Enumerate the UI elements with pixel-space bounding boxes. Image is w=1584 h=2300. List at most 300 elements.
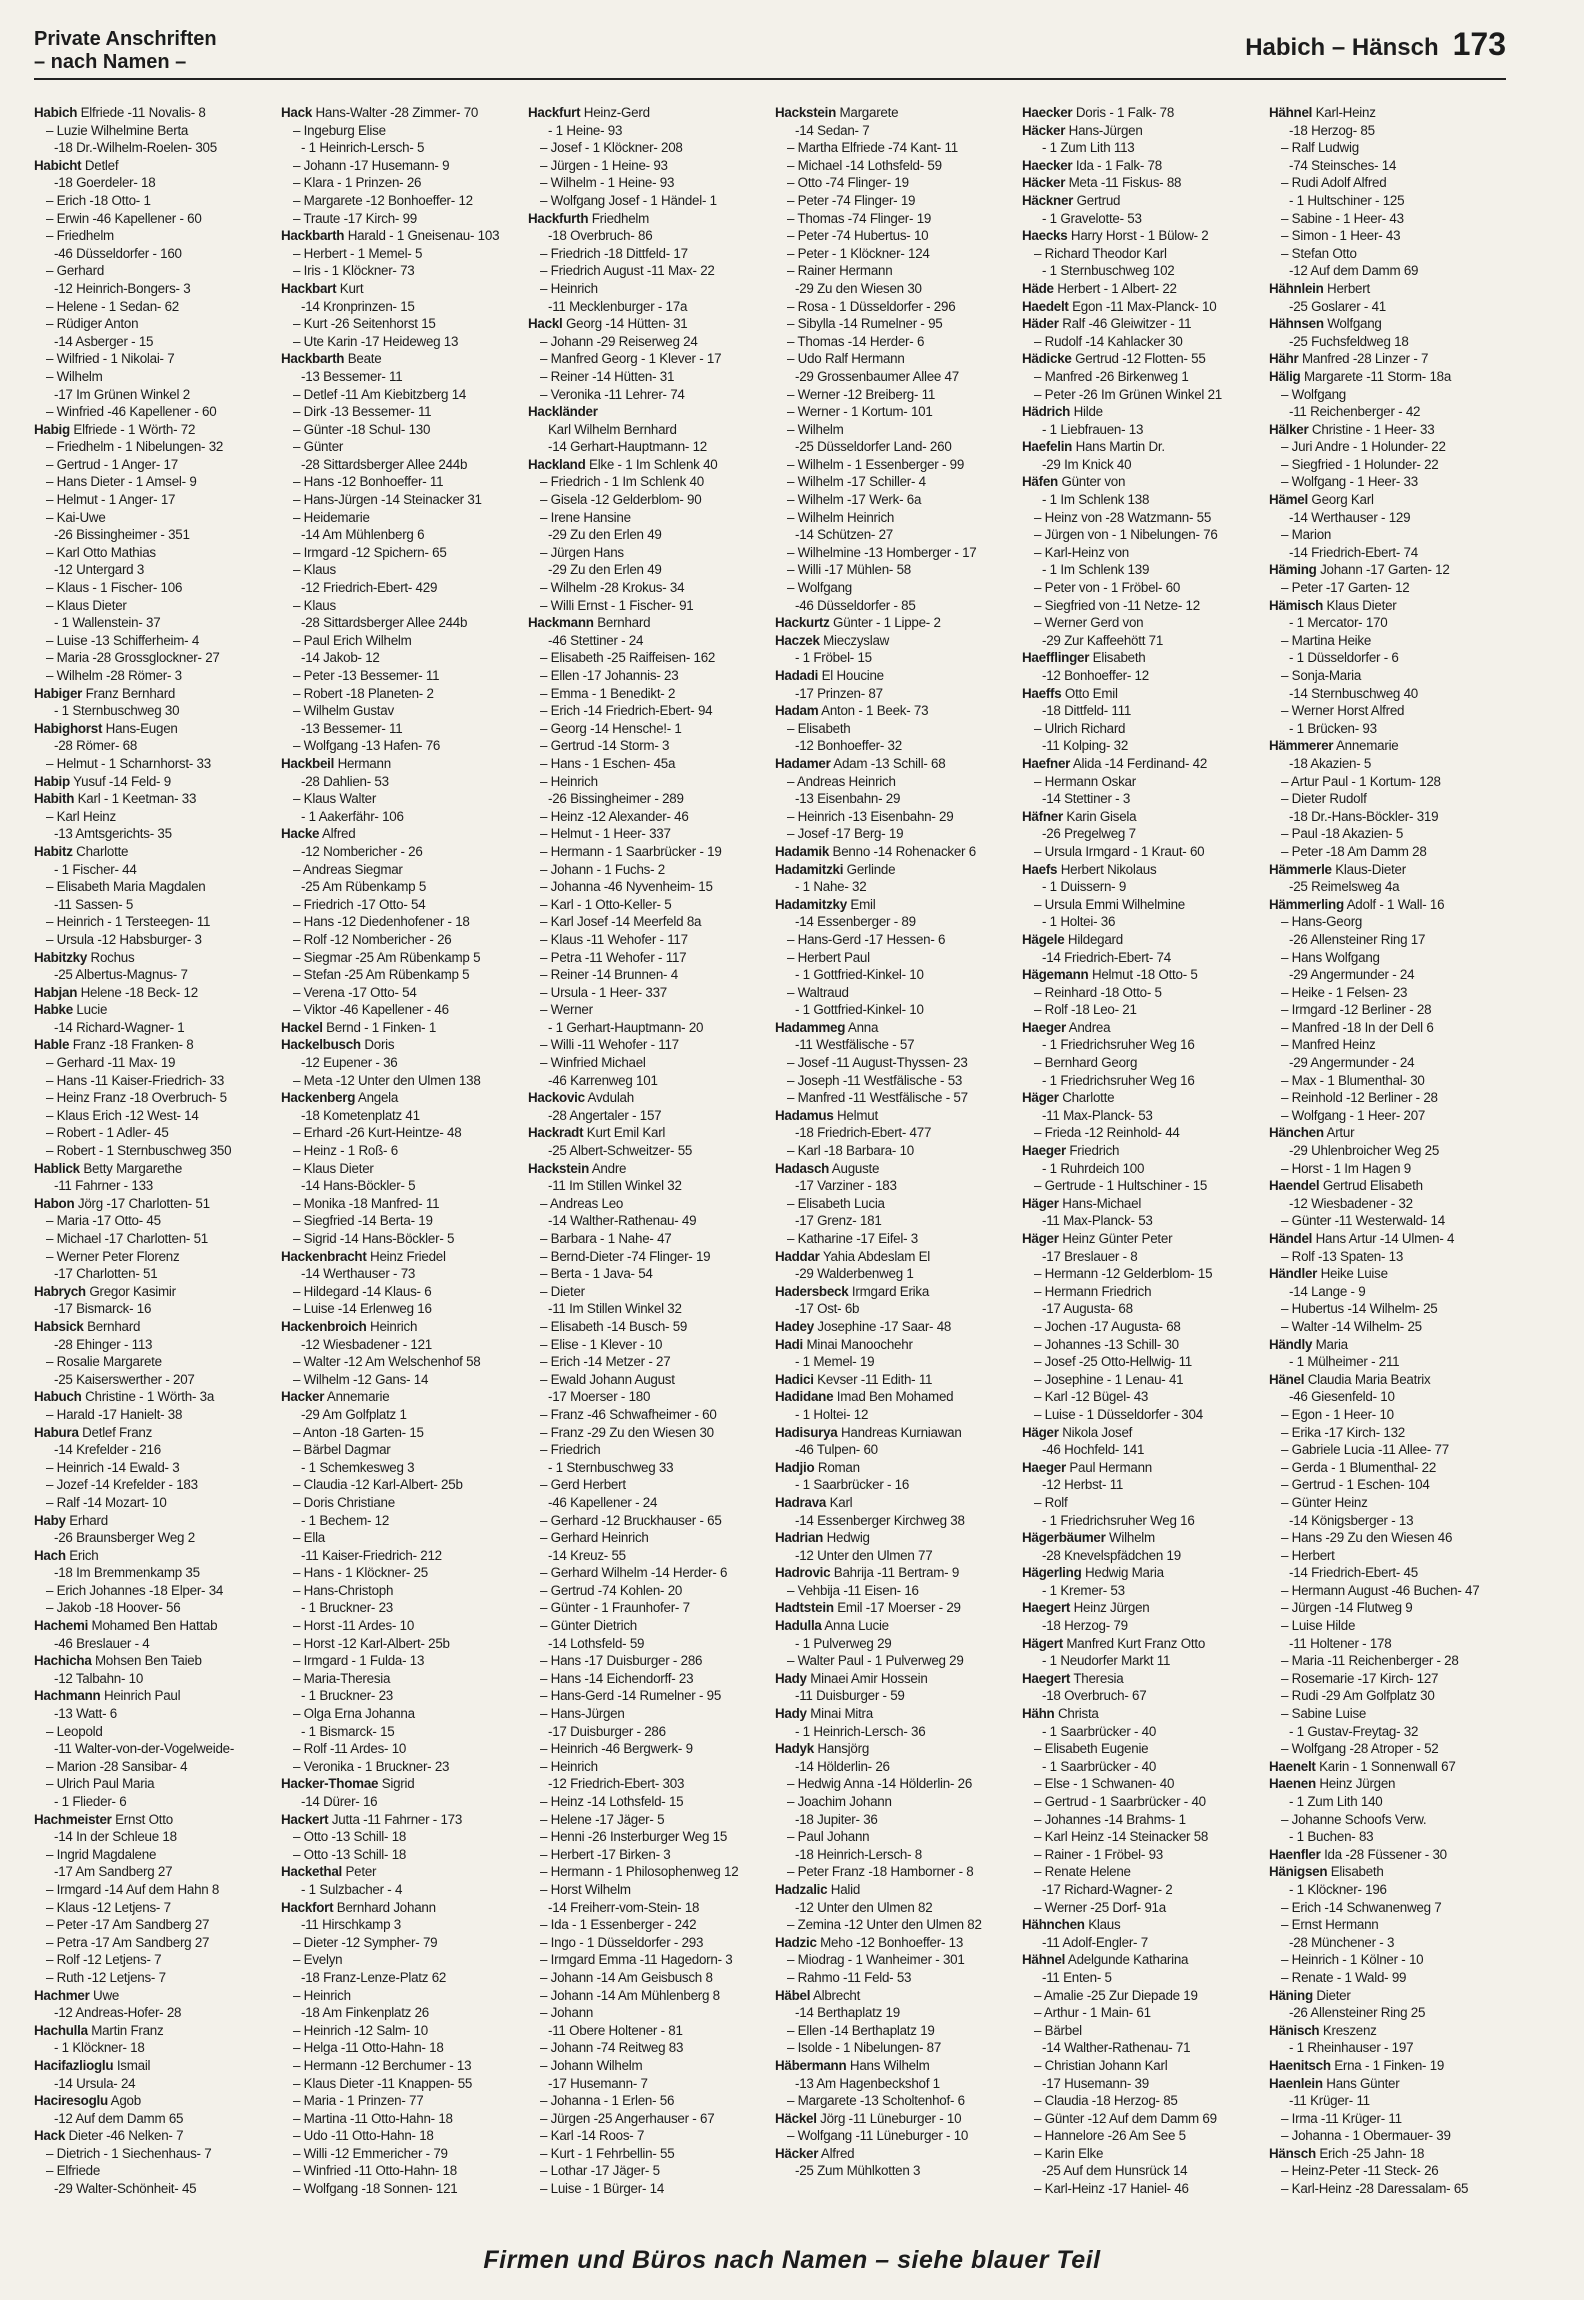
entry-details: -14 Krefelder - 216	[54, 1442, 161, 1458]
directory-entry-continuation	[281, 386, 518, 404]
entry-details: – Paul Johann	[787, 1829, 870, 1845]
directory-entry-continuation	[34, 1705, 271, 1723]
directory-entry-continuation	[34, 737, 271, 755]
entry-details: – Ingo - 1 Düsseldorfer - 293	[540, 1934, 704, 1950]
directory-entry-continuation	[1269, 1406, 1506, 1424]
entry-details: – Irmgard - 1 Fulda- 13	[293, 1653, 425, 1669]
entry-surname: Haby	[34, 1512, 66, 1528]
entry-details: -18 Kometenplatz 41	[301, 1107, 420, 1123]
directory-entry-continuation	[1022, 2127, 1259, 2145]
directory-entry-continuation	[528, 1283, 765, 1301]
directory-entry-continuation	[281, 896, 518, 914]
entry-details: -25 Reimelsweg 4a	[1289, 879, 1400, 895]
directory-entry-continuation	[34, 1635, 271, 1653]
entry-details: – Heinz -14 Lothsfeld- 15	[540, 1794, 684, 1809]
directory-entry-continuation	[1022, 1758, 1259, 1776]
entry-details: Irmgard Erika	[848, 1283, 930, 1299]
directory-entry-continuation	[1269, 843, 1506, 861]
entry-surname: Häger	[1022, 1090, 1059, 1106]
directory-entry-continuation	[528, 1230, 765, 1248]
directory-entry-continuation	[281, 2039, 518, 2057]
entry-details: – Vehbija -11 Eisen- 16	[787, 1582, 919, 1598]
directory-entry	[528, 210, 765, 228]
page-header-right	[1245, 28, 1506, 62]
entry-details: – Heinz Franz -18 Overbruch- 5	[46, 1090, 227, 1106]
directory-entry-continuation	[34, 2145, 271, 2163]
directory-entry-continuation	[775, 315, 1012, 333]
directory-entry-continuation	[34, 526, 271, 544]
entry-details: Wolfgang	[1323, 316, 1382, 332]
directory-entry	[1269, 1863, 1506, 1881]
entry-details: – Erhard -26 Kurt-Heintze- 48	[293, 1125, 462, 1141]
directory-entry-continuation	[775, 773, 1012, 791]
entry-details: - 1 Friedrichsruher Weg 16	[1042, 1072, 1195, 1088]
entry-details: -12 Herbst- 11	[1042, 1477, 1124, 1493]
directory-entry-continuation	[528, 1687, 765, 1705]
entry-details: -11 Hirschkamp 3	[301, 1917, 401, 1933]
entry-details: Ida - 1 Falk- 78	[1072, 157, 1162, 173]
directory-entry	[1269, 2022, 1506, 2040]
entry-details: - 1 Zum Lith 113	[1042, 140, 1135, 156]
directory-entry-continuation	[528, 579, 765, 597]
directory-entry-continuation	[528, 1459, 765, 1477]
entry-details: -46 Stettiner - 24	[548, 632, 644, 648]
entry-details: - 1 Mercator- 170	[1289, 615, 1388, 631]
directory-entry-continuation	[775, 1300, 1012, 1318]
entry-details: - 1 Friedrichsruher Weg 16	[1042, 1037, 1195, 1053]
directory-entry-continuation	[1022, 262, 1259, 280]
entry-surname: Habich	[34, 105, 78, 120]
directory-entry-continuation	[528, 1476, 765, 1494]
entry-details: – Josef -25 Otto-Hellwig- 11	[1034, 1354, 1192, 1370]
entry-details: – Horst -12 Karl-Albert- 25b	[293, 1635, 450, 1651]
entry-details: Annemarie	[324, 1389, 390, 1405]
entry-details: Imad Ben Mohamed	[833, 1389, 954, 1405]
directory-entry-continuation	[528, 667, 765, 685]
directory-entry-continuation	[1269, 1283, 1506, 1301]
entry-details: Gregor Kasimir	[85, 1283, 176, 1299]
directory-entry-continuation	[1022, 456, 1259, 474]
entry-surname: Hady	[775, 1670, 807, 1686]
entry-details: – Jürgen Hans	[540, 544, 624, 560]
entry-details: - 1 Wallenstein- 37	[54, 615, 161, 631]
directory-entry-continuation	[1269, 1195, 1506, 1213]
entry-details: -18 Im Bremmenkamp 35	[54, 1565, 200, 1581]
directory-entry-continuation	[1269, 210, 1506, 228]
entry-details: – Wolfgang - 1 Heer- 207	[1281, 1107, 1426, 1123]
entry-details: – Willi -17 Mühlen- 58	[787, 562, 911, 578]
entry-details: Adelgunde Katharina	[1065, 1952, 1189, 1968]
entry-details: – Renate Helene	[1034, 1864, 1131, 1880]
directory-entry-continuation	[1269, 1969, 1506, 1987]
directory-entry	[281, 1089, 518, 1107]
entry-details: – Zemina -12 Unter den Ulmen 82	[787, 1917, 982, 1933]
entry-details: - 1 Nahe- 32	[795, 879, 867, 895]
directory-entry	[34, 685, 271, 703]
directory-entry-continuation	[528, 1406, 765, 1424]
entry-details: – Karl-Heinz von	[1034, 544, 1129, 560]
directory-entry-continuation	[1269, 245, 1506, 263]
entry-details: – Heinrich	[540, 280, 598, 296]
directory-entry-continuation	[34, 192, 271, 210]
directory-entry-continuation	[281, 685, 518, 703]
directory-entry	[775, 861, 1012, 879]
directory-entry-continuation	[528, 122, 765, 140]
entry-details: Hildegard	[1064, 931, 1123, 947]
entry-details: Alida -14 Ferdinand- 42	[1070, 755, 1208, 771]
directory-entry-continuation	[281, 1617, 518, 1635]
entry-details: -17 Im Grünen Winkel 2	[54, 386, 190, 402]
directory-entry-continuation	[528, 1828, 765, 1846]
entry-surname: Häger	[1022, 1231, 1059, 1246]
directory-entry	[34, 2022, 271, 2040]
page-header	[34, 28, 1506, 78]
directory-entry-continuation	[1022, 368, 1259, 386]
directory-entry-continuation	[281, 667, 518, 685]
directory-entry-continuation	[1269, 773, 1506, 791]
directory-entry-continuation	[34, 2004, 271, 2022]
directory-entry-continuation	[34, 1863, 271, 1881]
entry-details: -14 Walther-Rathenau- 49	[548, 1213, 697, 1229]
entry-details: - 1 Neudorfer Markt 11	[1042, 1653, 1171, 1669]
directory-entry-continuation	[34, 2180, 271, 2198]
entry-details: -29 Im Knick 40	[1042, 456, 1132, 472]
entry-surname: Hackenberg	[281, 1090, 356, 1106]
directory-entry-continuation	[528, 1212, 765, 1230]
directory-entry-continuation	[1269, 2162, 1506, 2180]
entry-details: Minai Manoochehr	[803, 1336, 913, 1352]
entry-details: – Karl -12 Bügel- 43	[1034, 1389, 1149, 1405]
entry-details: -18 Franz-Lenze-Platz 62	[301, 1969, 447, 1985]
directory-entry-continuation	[281, 139, 518, 157]
directory-entry-continuation	[1269, 579, 1506, 597]
entry-details: – Peter -18 Am Damm 28	[1281, 843, 1427, 859]
entry-details: -14 Schützen- 27	[795, 527, 893, 543]
entry-details: – Helmut - 1 Scharnhorst- 33	[46, 755, 211, 771]
entry-details: Dieter -46 Nelken- 7	[65, 2128, 184, 2144]
directory-entry-continuation	[34, 1775, 271, 1793]
directory-entry-continuation	[1022, 1775, 1259, 1793]
directory-entry-continuation	[1269, 1582, 1506, 1600]
directory-entry-continuation	[1269, 227, 1506, 245]
entry-surname: Händel	[1269, 1231, 1313, 1246]
directory-entry-continuation	[34, 139, 271, 157]
directory-entry	[1269, 491, 1506, 509]
entry-surname: Hähn	[1022, 1706, 1055, 1722]
entry-details: – Jakob -18 Hoover- 56	[46, 1600, 181, 1616]
entry-details: -17 Bismarck- 16	[54, 1301, 152, 1317]
entry-surname: Häning	[1269, 1987, 1313, 2003]
entry-surname: Hämel	[1269, 492, 1308, 508]
directory-entry	[1269, 2057, 1506, 2075]
directory-entry-continuation	[528, 773, 765, 791]
directory-entry-continuation	[1022, 2092, 1259, 2110]
entry-surname: Habig	[34, 421, 70, 437]
directory-entry-continuation	[775, 298, 1012, 316]
directory-entry-continuation	[775, 720, 1012, 738]
directory-entry-continuation	[528, 737, 765, 755]
directory-entry-continuation	[281, 1142, 518, 1160]
directory-entry-continuation	[1269, 2127, 1506, 2145]
entry-details: – Heinrich	[540, 1758, 598, 1774]
entry-details: -46 Karrenweg 101	[548, 1072, 658, 1088]
directory-entry-continuation	[528, 1494, 765, 1512]
entry-details: -28 Knevelspfädchen 19	[1042, 1547, 1181, 1563]
directory-entry-continuation	[775, 368, 1012, 386]
entry-details: – Joseph -11 Westfälische - 53	[787, 1072, 963, 1088]
directory-entry-continuation	[281, 1124, 518, 1142]
directory-entry-continuation	[528, 1248, 765, 1266]
directory-entry	[1022, 157, 1259, 175]
directory-entry	[1022, 350, 1259, 368]
directory-entry	[775, 1019, 1012, 1037]
entry-details: Detlef	[81, 157, 119, 173]
entry-details: – Ralf Ludwig	[1281, 140, 1359, 156]
entry-details: -13 Amtsgerichts- 35	[54, 826, 172, 842]
directory-entry-continuation	[775, 2075, 1012, 2093]
directory-entry-continuation	[528, 227, 765, 245]
entry-details: – Rolf -12 Letjens- 7	[46, 1952, 162, 1968]
directory-entry-continuation	[775, 526, 1012, 544]
entry-details: – Johann -14 Am Mühlenberg 8	[540, 1987, 720, 2003]
directory-entry-continuation	[34, 1916, 271, 1934]
entry-details: - 1 Saarbrücker - 16	[795, 1477, 910, 1493]
directory-entry-continuation	[281, 808, 518, 826]
directory-entry	[1022, 861, 1259, 879]
entry-details: – Heinrich -12 Salm- 10	[293, 2022, 428, 2038]
entry-details: – Ursula Irmgard - 1 Kraut- 60	[1034, 843, 1205, 859]
entry-details: – Winfried -11 Otto-Hahn- 18	[293, 2163, 457, 2179]
entry-details: – Wilhelm	[46, 368, 103, 384]
entry-surname: Habip	[34, 773, 70, 789]
entry-surname: Haecker	[1022, 105, 1073, 120]
entry-details: – Hans-Christoph	[293, 1582, 394, 1598]
entry-details: – Rahmo -11 Feld- 53	[787, 1969, 912, 1985]
directory-entry-continuation	[281, 1353, 518, 1371]
directory-entry-continuation	[775, 245, 1012, 263]
directory-entry-continuation	[281, 632, 518, 650]
entry-details: – Dieter Rudolf	[1281, 791, 1367, 807]
directory-entry-continuation	[281, 157, 518, 175]
entry-details: -12 Wiesbadener - 121	[301, 1336, 432, 1352]
directory-entry-continuation	[528, 1951, 765, 1969]
directory-entry-continuation	[528, 1195, 765, 1213]
entry-details: – Dieter -12 Sympher- 79	[293, 1934, 438, 1950]
entry-details: -12 Unter den Ulmen 77	[795, 1547, 933, 1563]
entry-details: – Luise - 1 Bürger- 14	[540, 2181, 665, 2197]
directory-entry	[1269, 315, 1506, 333]
entry-details: – Thomas -14 Herder- 6	[787, 333, 925, 349]
directory-entry-continuation	[528, 913, 765, 931]
entry-surname: Habjan	[34, 984, 78, 1000]
entry-details: Gertrud	[1073, 192, 1121, 208]
directory-entry-continuation	[1022, 1406, 1259, 1424]
entry-details: – Luise -14 Erlenweg 16	[293, 1301, 432, 1317]
directory-entry-continuation	[281, 1547, 518, 1565]
entry-details: -17 Moerser - 180	[548, 1389, 651, 1405]
entry-details: – Arthur - 1 Main- 61	[1034, 2005, 1151, 2021]
directory-entry	[1022, 1424, 1259, 1442]
directory-entry	[34, 1987, 271, 2005]
entry-details: – Heinrich	[293, 1987, 351, 2003]
entry-details: – Manfred Heinz	[1281, 1037, 1376, 1053]
entry-details: Kevser -11 Edith- 11	[813, 1371, 933, 1387]
entry-details: -18 Overbruch- 67	[1042, 1688, 1147, 1704]
entry-details: - 1 Klöckner- 18	[54, 2040, 145, 2056]
directory-entry-continuation	[1022, 1283, 1259, 1301]
entry-details: Margarete -11 Storm- 18a	[1300, 368, 1452, 384]
entry-details: Martin Franz	[87, 2022, 164, 2038]
directory-entry-continuation	[281, 2022, 518, 2040]
directory-entry-continuation	[281, 2145, 518, 2163]
entry-surname: Habighorst	[34, 720, 103, 736]
directory-entry-continuation	[775, 913, 1012, 931]
entry-details: – Johann -29 Reiserweg 24	[540, 333, 698, 349]
entry-details: – Wilfried - 1 Nikolai- 7	[46, 351, 175, 367]
directory-entry-continuation	[775, 579, 1012, 597]
directory-entry	[34, 421, 271, 439]
entry-details: -18 Dr.-Hans-Böckler- 319	[1289, 808, 1439, 824]
entry-details: -12 Talbahn- 10	[54, 1670, 144, 1686]
directory-entry-continuation	[775, 825, 1012, 843]
directory-entry-continuation	[34, 245, 271, 263]
directory-entry-continuation	[1269, 456, 1506, 474]
entry-details: -29 Walderbenweg 1	[795, 1266, 914, 1282]
directory-entry-continuation	[1269, 2092, 1506, 2110]
entry-details: – Stefan -25 Am Rübenkamp 5	[293, 967, 470, 983]
directory-entry-continuation	[528, 1881, 765, 1899]
directory-entry	[1022, 1916, 1259, 1934]
entry-details: Emil -17 Moerser - 29	[833, 1600, 961, 1616]
directory-entry	[34, 1687, 271, 1705]
directory-entry-continuation	[528, 1388, 765, 1406]
entry-surname: Häbermann	[775, 2057, 847, 2073]
entry-details: – Jürgen - 1 Heine- 93	[540, 157, 668, 173]
directory-entry-continuation	[1022, 2057, 1259, 2075]
directory-entry-continuation	[528, 1142, 765, 1160]
entry-details: Elfriede -11 Novalis- 8	[77, 105, 206, 120]
entry-details: – Erich -14 Schwanenweg 7	[1281, 1899, 1442, 1915]
directory-entry-continuation	[281, 1758, 518, 1776]
entry-details: – Rolf -12 Nombericher - 26	[293, 931, 452, 947]
directory-entry-continuation	[775, 1036, 1012, 1054]
entry-surname: Habke	[34, 1002, 73, 1018]
directory-entry-continuation	[1022, 1687, 1259, 1705]
entry-details: – Rudi Adolf Alfred	[1281, 175, 1387, 191]
entry-details: – Johann Wilhelm	[540, 2057, 643, 2073]
entry-details: – Josef -17 Berg- 19	[787, 826, 904, 842]
entry-details: – Andreas Heinrich	[787, 773, 896, 789]
entry-details: – Walter Paul - 1 Pulverweg 29	[787, 1653, 964, 1669]
entry-details: – Peter -17 Am Sandberg 27	[46, 1917, 210, 1933]
directory-entry	[528, 456, 765, 474]
directory-entry-continuation	[528, 526, 765, 544]
entry-details: -29 Angermunder - 24	[1289, 967, 1415, 983]
directory-entry-continuation	[1022, 1617, 1259, 1635]
entry-details: Heinz Jürgen	[1315, 1776, 1396, 1792]
directory-entry	[775, 755, 1012, 773]
entry-details: Hedwig Maria	[1081, 1565, 1164, 1581]
entry-surname: Hadasch	[775, 1160, 830, 1176]
directory-entry	[1022, 1670, 1259, 1688]
directory-entry-continuation	[528, 280, 765, 298]
directory-entry	[1269, 1846, 1506, 1864]
entry-details: -12 Friedrich-Ebert- 429	[301, 580, 438, 596]
entry-surname: Hacker-Thomae	[281, 1776, 379, 1792]
directory-entry	[281, 1248, 518, 1266]
entry-details: – Erika -17 Kirch- 132	[1281, 1424, 1405, 1440]
entry-details: Meho -12 Bonhoeffer- 13	[816, 1934, 964, 1950]
entry-surname: Hälig	[1269, 368, 1301, 384]
page-number: 173	[1452, 26, 1506, 62]
directory-entry	[1022, 280, 1259, 298]
entry-details: Wilhelm	[1105, 1530, 1155, 1546]
directory-entry-continuation	[775, 544, 1012, 562]
entry-details: -14 Hölderlin- 26	[795, 1758, 890, 1774]
entry-details: Claudia Maria Beatrix	[1304, 1371, 1431, 1387]
entry-details: – Luise - 1 Düsseldorfer - 304	[1034, 1406, 1203, 1422]
entry-details: -17 Ost- 6b	[795, 1301, 860, 1317]
entry-details: -11 Kolping- 32	[1042, 738, 1129, 754]
entry-surname: Hähnlein	[1269, 280, 1324, 296]
entry-details: – Gertrud -74 Kohlen- 20	[540, 1582, 683, 1598]
directory-entry-continuation	[1022, 1582, 1259, 1600]
entry-details: – Heinz - 1 Roß- 6	[293, 1143, 398, 1159]
entry-surname: Haegert	[1022, 1670, 1071, 1686]
directory-entry-continuation	[1022, 245, 1259, 263]
directory-entry-continuation	[528, 1863, 765, 1881]
entry-details: Andrea	[1065, 1019, 1111, 1035]
entry-details: – Hans -12 Bonhoeffer- 11	[293, 474, 444, 490]
directory-entry	[775, 843, 1012, 861]
entry-details: – Ulrich Paul Maria	[46, 1776, 155, 1792]
entry-details: – Wilhelm -28 Krokus- 34	[540, 580, 685, 596]
directory-entry-continuation	[281, 561, 518, 579]
directory-entry-continuation	[775, 1723, 1012, 1741]
directory-entry-continuation	[34, 808, 271, 826]
entry-details: – Willi -12 Emmericher - 79	[293, 2145, 448, 2161]
directory-entry	[34, 773, 271, 791]
directory-entry	[281, 1036, 518, 1054]
entry-surname: Händler	[1269, 1266, 1318, 1282]
entry-details: – Hermann -12 Berchumer - 13	[293, 2057, 472, 2073]
entry-surname: Hackradt	[528, 1125, 584, 1141]
entry-details: – Peter von - 1 Fröbel- 60	[1034, 580, 1181, 596]
entry-details: – Franz -29 Zu den Wiesen 30	[540, 1424, 714, 1440]
entry-details: Jutta -11 Fahrner - 173	[328, 1811, 463, 1827]
entry-details: – Udo Ralf Hermann	[787, 351, 905, 367]
directory-entry-continuation	[775, 2092, 1012, 2110]
entry-details: -29 Grossenbaumer Allee 47	[795, 368, 959, 384]
directory-entry	[775, 1424, 1012, 1442]
directory-entry-continuation	[775, 561, 1012, 579]
directory-entry-continuation	[281, 1987, 518, 2005]
directory-entry-continuation	[528, 843, 765, 861]
directory-entry	[1022, 1230, 1259, 1248]
entry-details: -17 Husemann- 39	[1042, 2075, 1149, 2091]
entry-details: – Wilhelm -12 Gans- 14	[293, 1371, 429, 1387]
entry-surname: Hadi	[775, 1336, 804, 1352]
directory-entry	[281, 755, 518, 773]
directory-entry-continuation	[1022, 702, 1259, 720]
directory-entry-continuation	[281, 720, 518, 738]
directory-entry	[281, 227, 518, 245]
entry-surname: Hackbarth	[281, 228, 345, 244]
entry-surname: Hädrich	[1022, 404, 1071, 420]
directory-entry-continuation	[1022, 984, 1259, 1002]
entry-details: - 1 Im Schlenk 138	[1042, 492, 1150, 508]
entry-details: – Klaus Walter	[293, 791, 377, 807]
